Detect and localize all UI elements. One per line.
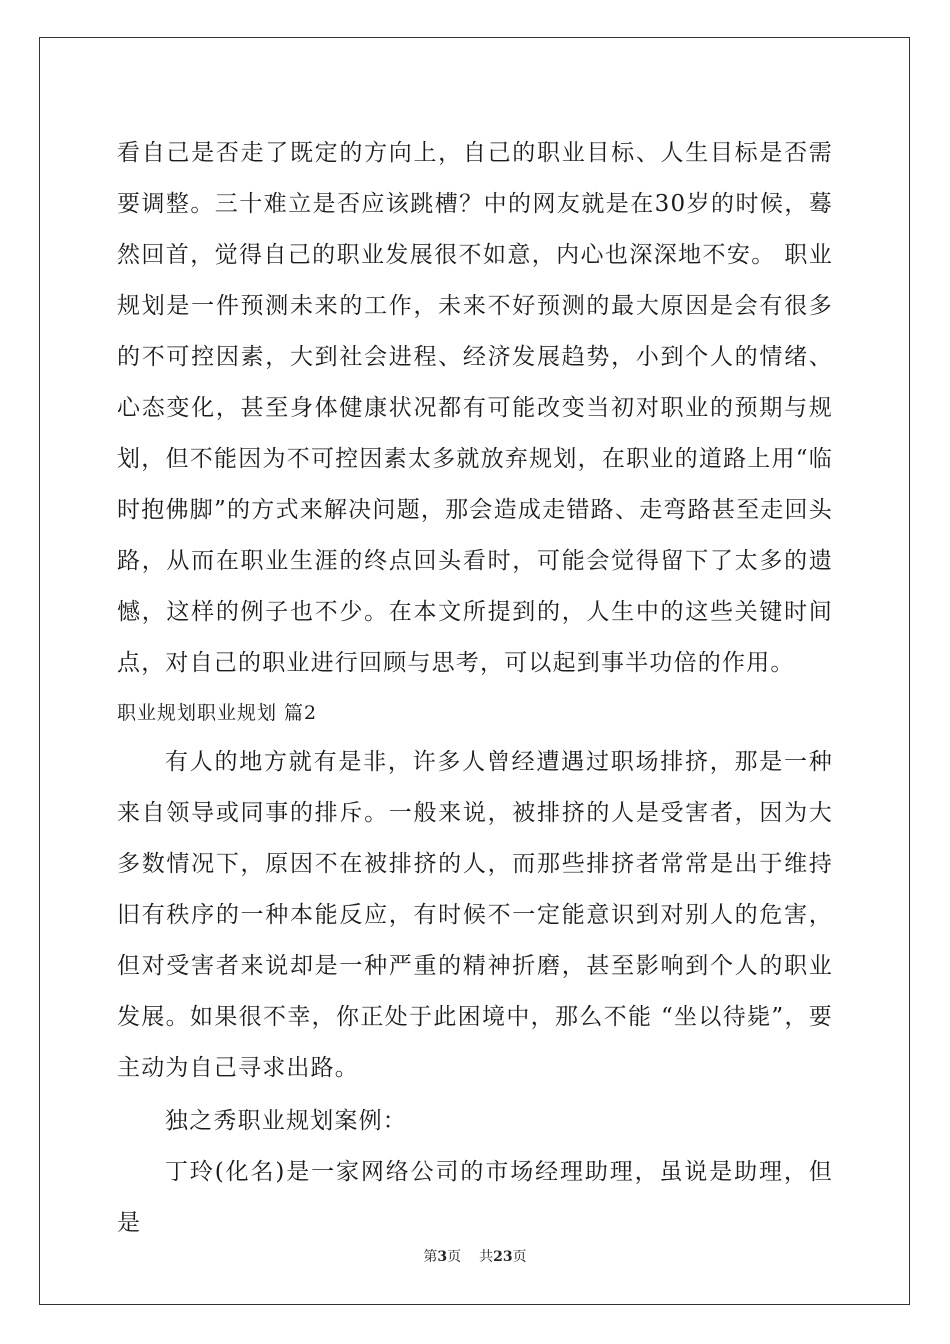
- section-heading: 职业规划职业规划 篇2: [117, 702, 318, 724]
- footer-total-prefix: 共: [479, 1249, 494, 1265]
- footer-total-pages: 23: [493, 1249, 513, 1265]
- case-heading: 独之秀职业规划案例：: [165, 1108, 407, 1134]
- footer-page-number: 3: [437, 1249, 448, 1265]
- footer-total-suffix: 页: [512, 1249, 527, 1265]
- page-footer: [0, 1246, 950, 1266]
- document-body: [117, 128, 833, 1249]
- footer-page-prefix: 第: [423, 1249, 438, 1265]
- paragraph-case-intro: 丁玲(化名)是一家网络公司的市场经理助理，虽说是助理，但是: [117, 1159, 833, 1236]
- footer-page-suffix: 页: [447, 1249, 462, 1265]
- paragraph-workplace-exclusion: 有人的地方就有是非，许多人曾经遭遇过职场排挤，那是一种来自领导或同事的排斥。一般来说，被排挤的人是受害者，因为大多数情况下，原因不在被排挤的人，而那些排挤者常常是出于维持旧有秩序的一种本能反应，有时候不一定能意识到对别人的危害，但对受害者来说却是一种严重的精神折磨，甚至影响到个人的职业发展。如果很不幸，你正处于此困境中，那么不能 “坐以待毙”，要主动为自己寻求出路。: [117, 749, 833, 1081]
- paragraph-continuation: 看自己是否走了既定的方向上，自己的职业目标、人生目标是否需要调整。三十难立是否应该跳槽？中的网友就是在30岁的时候，蓦然回首，觉得自己的职业发展很不如意，内心也深深地不安。 职业规划是一件预测未来的工作，未来不好预测的最大原因是会有很多的不可控因素，大到社会进程、经济发展趋势，小到个人的情绪、心态变化，甚至身体健康状况都有可能改变当初对职业的预期与规划，但不能因为不可控因素太多就放弃规划，在职业的道路上用“临时抱佛脚”的方式来解决问题，那会造成走错路、走弯路甚至走回头路，从而在职业生涯的终点回头看时，可能会觉得留下了太多的遗憾，这样的例子也不少。在本文所提到的，人生中的这些关键时间点，对自己的职业进行回顾与思考，可以起到事半功倍的作用。: [117, 140, 833, 676]
